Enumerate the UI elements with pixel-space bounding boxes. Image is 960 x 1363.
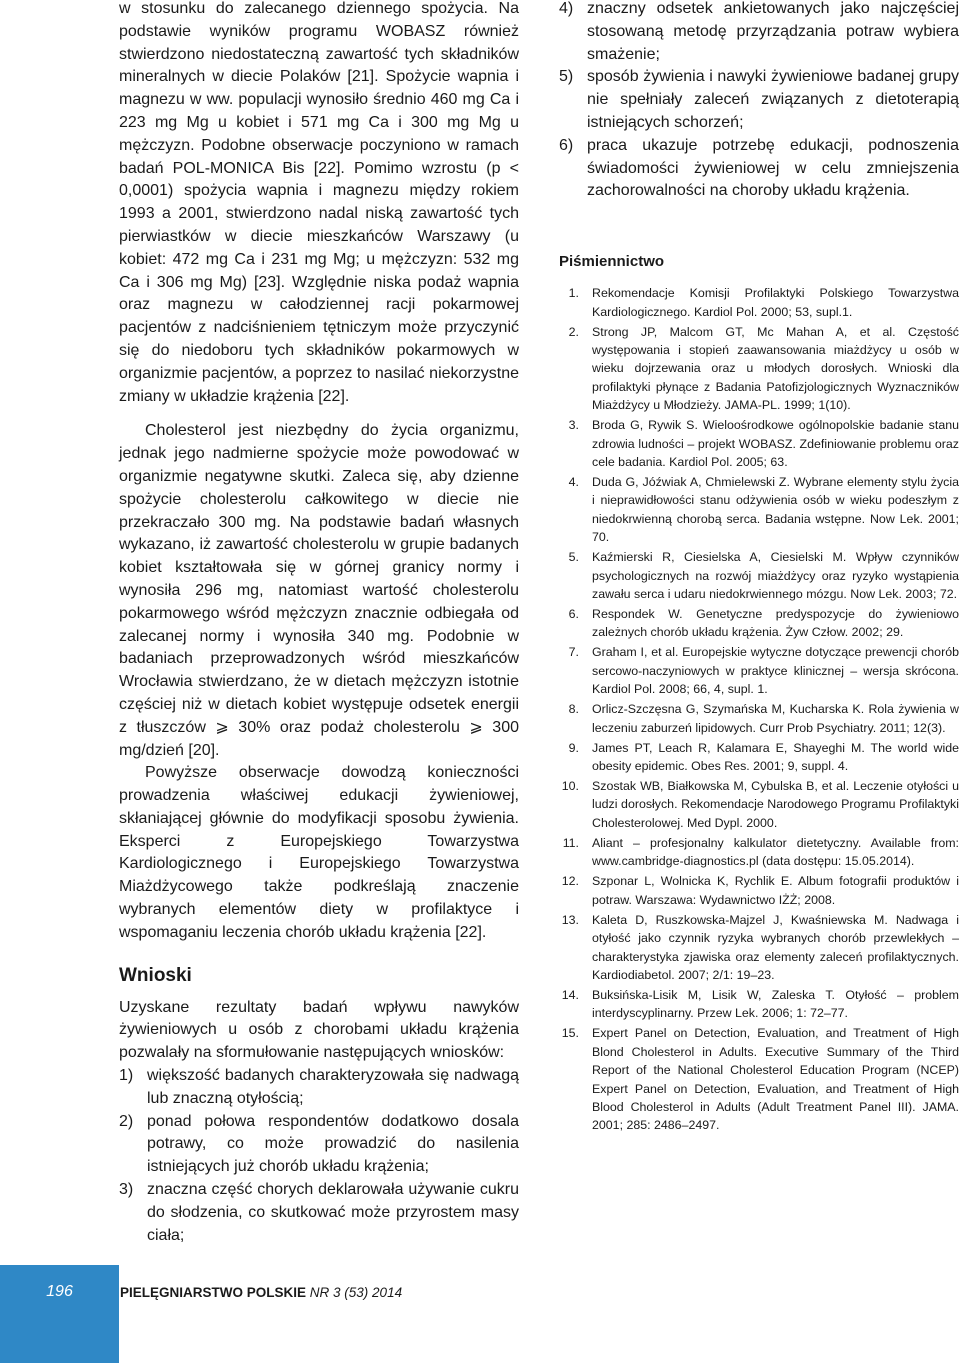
- reference-number: 11.: [562, 835, 579, 850]
- reference-item: [559, 777, 959, 832]
- reference-text: Szostak WB, Białkowska M, Cybulska B, et al. Leczenie otyłości u ludzi dorosłych. Rekomendacje Narodowego Programu Profilaktyki Cholesterolowej. Med Dypl. 2000.: [592, 779, 959, 830]
- reference-text: Rekomendacje Komisji Profilaktyki Polskiego Towarzystwa Kardiologicznego. Kardiol Pol. 2000; 53, supl.1.: [592, 286, 959, 319]
- reference-number: 14.: [561, 987, 579, 1002]
- list-number: 3): [119, 1181, 134, 1199]
- body-paragraph: w stosunku do zalecanego dziennego spożycia. Na podstawie wyników programu WOBASZ również stwierdzono niedostateczną zawartość tych składników mineralnych w diecie Polaków [21]. Spożycie wapnia i magnezu w ww. populacji wynosiło średnio 460 mg Ca i 223 mg Mg u kobiet i 571 mg Ca i 300 mg Mg u mężczyzn. Podobne obserwacje poczyniono w ramach badań POL-MONICA Bis [22]. Pomimo wzrostu (p < 0,0001) spożycia wapnia i magnezu między rokiem 1993 a 2001, stwierdzono nadal niską zawartość tych pierwiastków w diecie mieszkańców Warszawy (u kobiet: 472 mg Ca i 231 mg Mg; u mężczyzn: 532 mg Ca i 306 mg Mg) [23]. Względnie niska podaż wapnia oraz magnezu w całodziennej racji pokarmowej pacjentów z nadciśnieniem tętniczym może przyczynić się do niedoboru tych składników pokarmowych w organizmie pacjentów, a poprzez to nasilać niekorzystne zmiany w układzie krążenia [22].: [119, 0, 519, 405]
- journal-name: PIELĘGNIARSTWO POLSKIE: [120, 1285, 307, 1300]
- reference-number: 12.: [561, 874, 579, 889]
- list-text: praca ukazuje potrzebę edukacji, podnoszenia świadomości żywieniowej w celu zmniejszenia zachorowalności na choroby układu krążenia.: [587, 136, 959, 200]
- reference-text: Kaźmierski R, Ciesielska A, Ciesielski M. Wpływ czynników psychologicznych na rozwój miażdżycy oraz ryzyko wystąpienia zawału serca i udaru niedokrwiennego mózgu. Now Lek. 2003; 72.: [592, 550, 959, 602]
- reference-item: [559, 284, 959, 321]
- page-number: 196: [46, 1283, 73, 1300]
- list-item: [559, 66, 959, 134]
- list-number: 2): [119, 1112, 134, 1130]
- footer-page-bar: [0, 1265, 119, 1363]
- list-number: 1): [119, 1067, 134, 1085]
- reference-text: Orlicz-Szczęsna G, Szymańska M, Kucharska K. Rola żywienia w leczeniu zaburzeń lipidowych. Curr Prob Psychiatry. 2011; 12(3).: [592, 702, 959, 735]
- reference-item: [559, 700, 959, 737]
- reference-number: 9.: [568, 740, 579, 755]
- reference-item: [559, 473, 959, 547]
- references-heading: Piśmiennictwo: [559, 253, 665, 271]
- reference-number: 8.: [568, 702, 579, 717]
- reference-text: Kaleta D, Ruszkowska-Majzel J, Kwaśniewska M. Nadwaga i otyłość jako czynnik ryzyka wybranych chorób przewlekłych – charakterystyka zjawiska oraz elementy zaleceń profilaktycznych. Kardiodiabetol. 2007; 2/1: 19–23.: [592, 912, 959, 982]
- right-column: [559, 0, 959, 1136]
- conclusions-list-continued: [559, 0, 959, 203]
- reference-text: Respondek W. Genetyczne predyspozycje do żywieniowo zależnych chorób układu krążenia. Żyw Człow. 2002; 29.: [592, 607, 959, 640]
- reference-number: 10.: [561, 779, 579, 794]
- reference-text: Buksińska-Lisik M, Lisik W, Zaleska T. Otyłość – problem interdyscyplinarny. Przew Lek. 2006; 1: 72–77.: [592, 987, 959, 1021]
- journal-footer: [120, 1285, 402, 1300]
- references-list: [559, 284, 959, 1135]
- reference-item: [559, 834, 959, 871]
- conclusions-list: [119, 1065, 519, 1247]
- body-paragraph: Cholesterol jest niezbędny do życia organizmu, jednak jego nadmierne spożycie może powodować w organizmie negatywne skutki. Zaleca się, aby dzienne spożycie cholesterolu całkowitego w diecie nie przekraczało 300 mg. Na podstawie badań własnych wykazano, iż zawartość cholesterolu w grupie badanych kobiet kształtowała się w górnej granicy normy i wynosiła 296 mg, natomiast wartość cholesterolu pokarmowego wśród mężczyzn znacznie odbiegała od zalecanej normy i wynosiła 340 mg. Podobnie w badaniach przeprowadzonych wśród mieszkańców Wrocławia stwierdzano, że w dietach mężczyzn istotnie częściej niż w dietach kobiet występuje odsetek energii z tłuszczów ⩾ 30% oraz podaż cholesterolu ⩾ 300 mg/dzień [20].: [119, 422, 519, 759]
- section-heading: Wnioski: [119, 964, 192, 986]
- reference-item: [559, 416, 959, 471]
- reference-number: 3.: [568, 418, 579, 433]
- list-text: znaczny odsetek ankietowanych jako najczęściej stosowaną metodę przyrządzania potraw wybiera smażenie;: [587, 0, 959, 63]
- reference-text: Szponar L, Wolnicka K, Rychlik E. Album fotografii produktów i potraw. Warszawa: Wydawnictwo IŻŻ; 2008.: [592, 874, 959, 907]
- reference-item: [559, 986, 959, 1023]
- list-number: 5): [559, 68, 574, 86]
- reference-number: 1.: [568, 286, 579, 301]
- reference-text: James PT, Leach R, Kalamara E, Shayeghi M. The world wide obesity epidemic. Obes Res. 2001; 9, suppl. 4.: [592, 740, 959, 774]
- reference-text: Duda G, Jóźwiak A, Chmielewski Z. Wybrane elementy stylu życia i nieprawidłowości stanu odżywienia osób w wieku podeszłym z niedokrwienną chorobą serca. Badania wstępne. Now Lek. 2001; 70.: [592, 475, 959, 545]
- list-number: 4): [559, 0, 574, 17]
- body-paragraph: Uzyskane rezultaty badań wpływu nawyków żywieniowych u osób z chorobami układu krążenia pozwalały na sformułowanie następujących wniosków:: [119, 998, 519, 1062]
- reference-text: Graham I, et al. Europejskie wytyczne dotyczące prewencji chorób sercowo-naczyniowych w praktyce klinicznej – wersja skrócona. Kardiol Pol. 2008; 66, 4, supl. 1.: [592, 645, 959, 697]
- reference-item: [559, 1024, 959, 1134]
- list-text: sposób żywienia i nawyki żywieniowe badanej grupy nie spełniały zaleceń związanych z dietoterapią istniejących schorzeń;: [587, 68, 959, 131]
- list-item: [119, 1111, 519, 1179]
- left-column: [119, 0, 519, 1247]
- reference-number: 4.: [568, 475, 579, 490]
- list-item: [559, 0, 959, 66]
- reference-text: Broda G, Rywik S. Wieloośrodkowe ogólnopolskie badanie stanu zdrowia ludności – projekt WOBASZ. Zdefiniowanie problemu oraz cele badania. Kardiol Pol. 2005; 63.: [592, 418, 959, 470]
- list-text: znaczna część chorych deklarowała używanie cukru do słodzenia, co skutkować może przyrostem masy ciała;: [147, 1181, 519, 1244]
- reference-item: [559, 739, 959, 776]
- list-item: [119, 1179, 519, 1247]
- reference-item: [559, 605, 959, 642]
- reference-number: 5.: [568, 550, 579, 565]
- reference-item: [559, 872, 959, 909]
- list-number: 6): [559, 136, 574, 154]
- reference-item: [559, 548, 959, 603]
- reference-number: 6.: [568, 607, 579, 622]
- reference-number: 15.: [561, 1026, 579, 1041]
- reference-number: 2.: [568, 324, 579, 339]
- list-text: większość badanych charakteryzowała się nadwagą lub znaczną otyłością;: [147, 1067, 519, 1107]
- reference-text: Expert Panel on Detection, Evaluation, and Treatment of High Blond Cholesterol in Adults. Executive Summary of the Third Report of the National Cholesterol Education Program (NCEP) Expert Panel on Detection, Evaluation, and Treatment of High Blood Cholesterol in Adults (Adult Treatment Panel III). JAMA. 2001; 285: 2486–2497.: [592, 1026, 959, 1133]
- list-item: [119, 1065, 519, 1111]
- reference-text: Aliant – profesjonalny kalkulator dietetyczny. Available from: www.cambridge-diagnostics.pl (data dostępu: 15.05.2014).: [592, 835, 959, 869]
- reference-text: Strong JP, Malcom GT, Mc Mahan A, et al. Częstość występowania i stopień zaawansowania miażdżycy u osób w wieku dojrzewania oraz u młodych dorosłych. Wnioski dla profilaktyki płynące z Badania Patofizjologicznych Wyznaczników Miażdżycy u Młodzieży. JAMA-PL. 1999; 1(10).: [592, 324, 959, 413]
- reference-number: 13.: [561, 912, 579, 927]
- reference-item: [559, 323, 959, 415]
- reference-item: [559, 911, 959, 985]
- reference-number: 7.: [568, 645, 579, 660]
- reference-item: [559, 643, 959, 698]
- journal-issue: NR 3 (53) 2014: [309, 1285, 403, 1300]
- list-item: [559, 135, 959, 203]
- body-paragraph: Powyższe obserwacje dowodzą konieczności prowadzenia właściwej edukacji żywieniowej, skłaniającej głównie do modyfikacji sposobu żywienia. Eksperci z Europejskiego Towarzystwa Kardiologicznego i Europejskiego Towarzystwa Miażdżycowego także podkreślają znaczenie wybranych elementów diety w profilaktyce i wspomaganiu leczenia chorób układu krążenia [22].: [119, 764, 519, 941]
- list-text: ponad połowa respondentów dodatkowo dosala potrawy, co może prowadzić do nasilenia istniejących już chorób układu krążenia;: [147, 1112, 519, 1176]
